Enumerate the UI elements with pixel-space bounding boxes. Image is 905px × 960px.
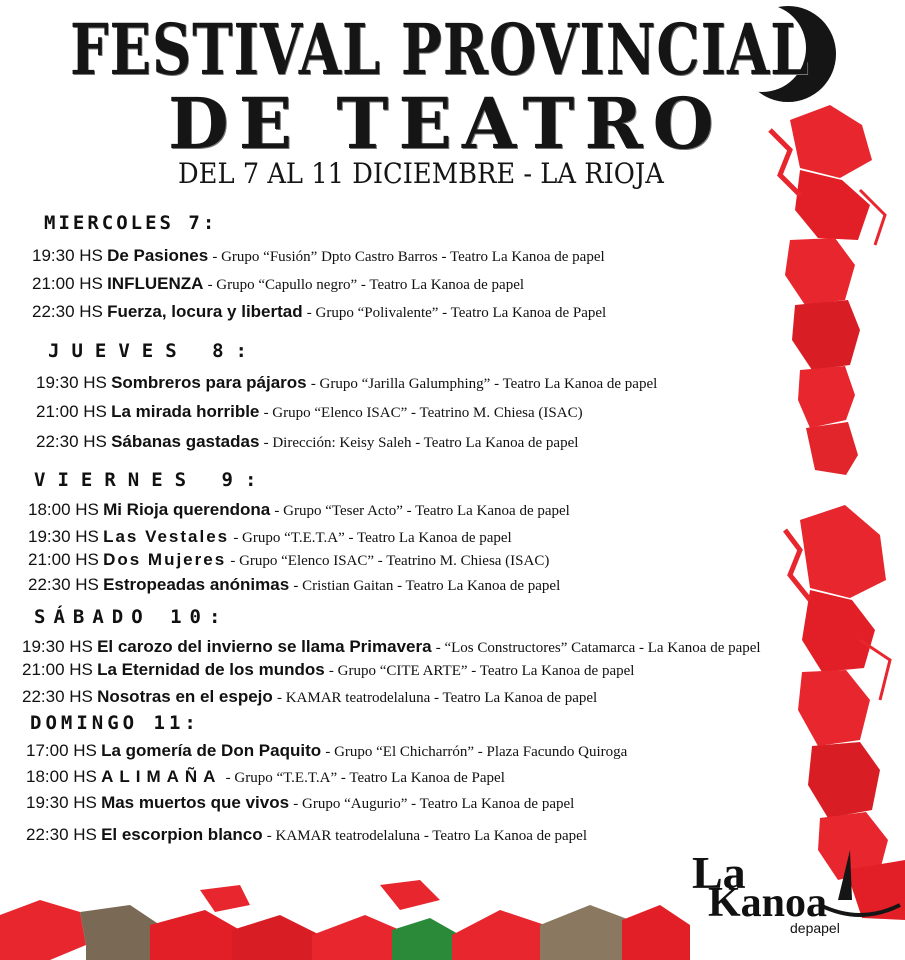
event-details: - Grupo “Capullo negro” - Teatro La Kanoa de papel bbox=[207, 277, 525, 293]
event-time: 21:00 HS bbox=[32, 274, 103, 293]
event-row bbox=[28, 527, 512, 548]
event-show: Sombreros para pájaros bbox=[111, 373, 307, 392]
event-show: Mas muertos que vivos bbox=[101, 793, 290, 812]
event-details: - KAMAR teatrodelaluna - Teatro La Kanoa de papel bbox=[276, 690, 598, 706]
event-time: 22:30 HS bbox=[32, 302, 103, 321]
event-time: 21:00 HS bbox=[36, 402, 107, 421]
event-show: Fuerza, locura y libertad bbox=[107, 302, 303, 321]
event-details: - KAMAR teatrodelaluna - Teatro La Kanoa de papel bbox=[266, 828, 587, 844]
logo-line3: depapel bbox=[790, 920, 840, 936]
day-heading: VIERNES 9: bbox=[34, 469, 269, 491]
event-time: 22:30 HS bbox=[22, 687, 93, 706]
logo-line1: La bbox=[692, 847, 746, 898]
poster-title-line1: FESTIVAL PROVINCIAL bbox=[70, 8, 810, 91]
event-row bbox=[22, 687, 597, 708]
event-time: 22:30 HS bbox=[36, 432, 107, 451]
event-details: - Cristian Gaitan - Teatro La Kanoa de papel bbox=[293, 578, 561, 594]
event-row bbox=[26, 793, 574, 814]
event-details: - Grupo “Polivalente” - Teatro La Kanoa de Papel bbox=[306, 305, 607, 321]
event-show: Estropeadas anónimas bbox=[103, 575, 290, 594]
event-details: - Grupo “Jarilla Galumphing” - Teatro La Kanoa de papel bbox=[310, 376, 658, 392]
event-time: 21:00 HS bbox=[22, 660, 93, 679]
event-row bbox=[36, 373, 657, 394]
event-time: 22:30 HS bbox=[28, 575, 99, 594]
event-show: El escorpion blanco bbox=[101, 825, 263, 844]
event-row bbox=[36, 432, 578, 453]
festival-dates: DEL 7 AL 11 DICIEMBRE - LA RIOJA bbox=[178, 157, 664, 190]
event-row bbox=[22, 660, 634, 681]
day-heading: SÁBADO 10: bbox=[34, 606, 229, 628]
event-row bbox=[28, 500, 570, 521]
event-row bbox=[36, 402, 583, 423]
day-heading: DOMINGO 11: bbox=[30, 712, 200, 734]
event-time: 19:30 HS bbox=[32, 246, 103, 265]
event-show: INFLUENZA bbox=[107, 274, 204, 293]
day-heading: JUEVES 8: bbox=[48, 340, 259, 362]
la-kanoa-logo bbox=[688, 848, 898, 954]
event-details: - Dirección: Keisy Saleh - Teatro La Kanoa de papel bbox=[263, 435, 579, 451]
event-details: - “Los Constructores” Catamarca - La Kanoa de papel bbox=[435, 640, 761, 656]
bottom-mosaic-strip bbox=[0, 880, 690, 960]
event-show: La gomería de Don Paquito bbox=[101, 741, 322, 760]
event-details: - Grupo “T.E.T.A” - Teatro La Kanoa de Papel bbox=[225, 770, 505, 786]
event-row bbox=[26, 741, 627, 762]
event-time: 19:30 HS bbox=[22, 637, 93, 656]
event-show: Mi Rioja querendona bbox=[103, 500, 271, 519]
event-details: - Grupo “Teser Acto” - Teatro La Kanoa de papel bbox=[274, 503, 570, 519]
event-details: - Grupo “Augurio” - Teatro La Kanoa de papel bbox=[293, 796, 575, 812]
event-details: - Grupo “T.E.T.A” - Teatro La Kanoa de papel bbox=[233, 530, 512, 546]
logo-line2: Kanoa bbox=[708, 880, 828, 926]
event-time: 21:00 HS bbox=[28, 550, 99, 569]
event-show: Sábanas gastadas bbox=[111, 432, 260, 451]
event-details: - Grupo “Elenco ISAC” - Teatrino M. Chiesa (ISAC) bbox=[263, 405, 583, 421]
right-mosaic-strip bbox=[770, 105, 905, 920]
poster-title-line2: DE TEATRO bbox=[168, 82, 724, 165]
event-time: 17:00 HS bbox=[26, 741, 97, 760]
event-time: 18:00 HS bbox=[28, 500, 99, 519]
event-row bbox=[32, 246, 605, 267]
event-time: 19:30 HS bbox=[28, 527, 99, 546]
event-show: La Eternidad de los mundos bbox=[97, 660, 325, 679]
event-time: 22:30 HS bbox=[26, 825, 97, 844]
event-row bbox=[22, 637, 761, 658]
event-time: 19:30 HS bbox=[26, 793, 97, 812]
event-row bbox=[32, 274, 524, 295]
event-time: 18:00 HS bbox=[26, 767, 97, 786]
event-row bbox=[26, 825, 587, 846]
event-show: De Pasiones bbox=[107, 246, 209, 265]
event-details: - Grupo “Elenco ISAC” - Teatrino M. Chiesa (ISAC) bbox=[230, 553, 550, 569]
event-show: La mirada horrible bbox=[111, 402, 260, 421]
event-time: 19:30 HS bbox=[36, 373, 107, 392]
event-show: Las Vestales bbox=[103, 527, 230, 546]
event-row bbox=[32, 302, 606, 323]
event-show: Dos Mujeres bbox=[103, 550, 227, 569]
event-show: ALIMAÑA bbox=[101, 767, 222, 786]
event-show: Nosotras en el espejo bbox=[97, 687, 273, 706]
event-row bbox=[28, 575, 560, 596]
event-show: El carozo del invierno se llama Primavera bbox=[97, 637, 432, 656]
event-row bbox=[28, 550, 549, 571]
event-details: - Grupo “CITE ARTE” - Teatro La Kanoa de papel bbox=[328, 663, 635, 679]
day-heading: MIERCOLES 7: bbox=[44, 212, 218, 234]
event-row bbox=[26, 767, 505, 788]
event-details: - Grupo “Fusión” Dpto Castro Barros - Teatro La Kanoa de papel bbox=[212, 249, 605, 265]
event-details: - Grupo “El Chicharrón” - Plaza Facundo Quiroga bbox=[325, 744, 628, 760]
